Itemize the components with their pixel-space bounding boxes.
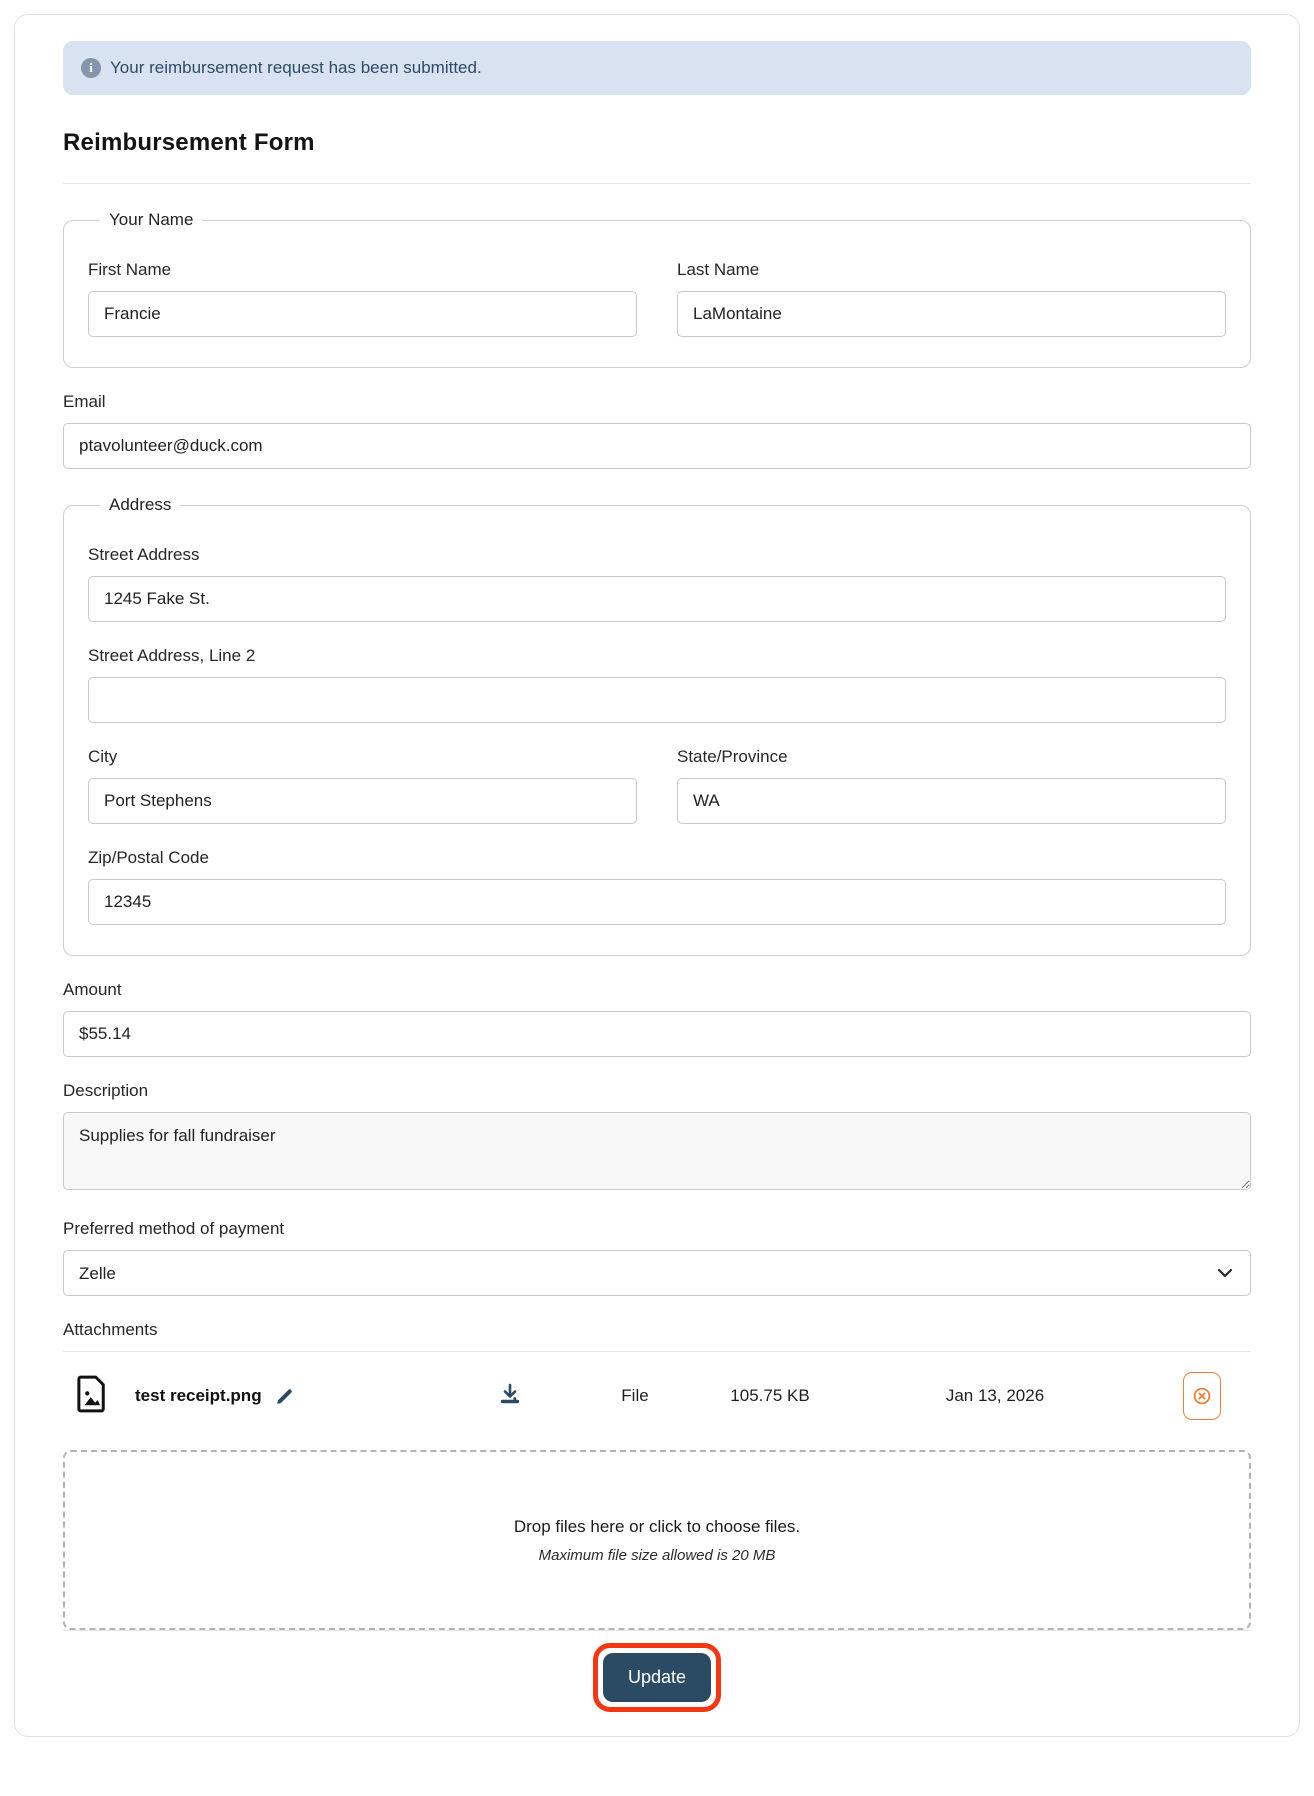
city-field[interactable] bbox=[88, 778, 637, 824]
footer-divider bbox=[63, 1630, 1251, 1631]
payment-method-select[interactable] bbox=[63, 1250, 1251, 1296]
attachments-label: Attachments bbox=[63, 1320, 158, 1339]
attachment-date: Jan 13, 2026 bbox=[945, 1386, 1045, 1405]
last-name-label: Last Name bbox=[677, 260, 760, 279]
first-name-label: First Name bbox=[88, 260, 172, 279]
email-label: Email bbox=[63, 392, 106, 411]
your-name-fieldset bbox=[63, 210, 1251, 368]
street-address-field[interactable] bbox=[88, 576, 1226, 622]
street-address2-field[interactable] bbox=[88, 677, 1226, 723]
attachment-filename: test receipt.png bbox=[135, 1386, 262, 1405]
payment-method-label: Preferred method of payment bbox=[63, 1219, 285, 1238]
state-label: State/Province bbox=[677, 747, 788, 766]
amount-label: Amount bbox=[63, 980, 122, 999]
image-file-icon bbox=[77, 1375, 107, 1413]
download-icon[interactable] bbox=[498, 1382, 522, 1406]
your-name-legend: Your Name bbox=[109, 210, 194, 229]
update-button[interactable]: Update bbox=[603, 1653, 711, 1702]
amount-field[interactable] bbox=[63, 1011, 1251, 1057]
annotation-highlight-ring bbox=[593, 1643, 721, 1712]
zip-label: Zip/Postal Code bbox=[88, 848, 209, 867]
city-label: City bbox=[88, 747, 118, 766]
address-fieldset bbox=[63, 495, 1251, 956]
description-field[interactable] bbox=[63, 1112, 1251, 1190]
first-name-field[interactable] bbox=[88, 291, 637, 337]
remove-attachment-button[interactable] bbox=[1183, 1372, 1221, 1420]
attachment-type: File bbox=[621, 1386, 649, 1405]
street-address2-label: Street Address, Line 2 bbox=[88, 646, 256, 665]
file-dropzone[interactable] bbox=[63, 1450, 1251, 1630]
attachment-size: 105.75 KB bbox=[730, 1386, 810, 1405]
email-field[interactable] bbox=[63, 423, 1251, 469]
description-label: Description bbox=[63, 1081, 149, 1100]
zip-field[interactable] bbox=[88, 879, 1226, 925]
edit-pencil-icon[interactable] bbox=[274, 1386, 295, 1407]
banner-message: Your reimbursement request has been submitted. bbox=[110, 58, 482, 77]
street-address-label: Street Address bbox=[88, 545, 200, 564]
page-title: Reimbursement Form bbox=[63, 129, 315, 156]
address-legend: Address bbox=[109, 495, 172, 514]
remove-circle-x-icon bbox=[1192, 1386, 1212, 1406]
submission-banner bbox=[63, 41, 1251, 95]
state-field[interactable] bbox=[677, 778, 1226, 824]
dropzone-subtext: Maximum file size allowed is 20 MB bbox=[538, 1546, 776, 1564]
info-icon: i bbox=[81, 58, 101, 78]
reimbursement-form-card bbox=[14, 14, 1300, 1737]
dropzone-text: Drop files here or click to choose files. bbox=[513, 1516, 801, 1536]
attachment-row bbox=[63, 1352, 1251, 1440]
title-divider bbox=[63, 183, 1251, 184]
last-name-field[interactable] bbox=[677, 291, 1226, 337]
